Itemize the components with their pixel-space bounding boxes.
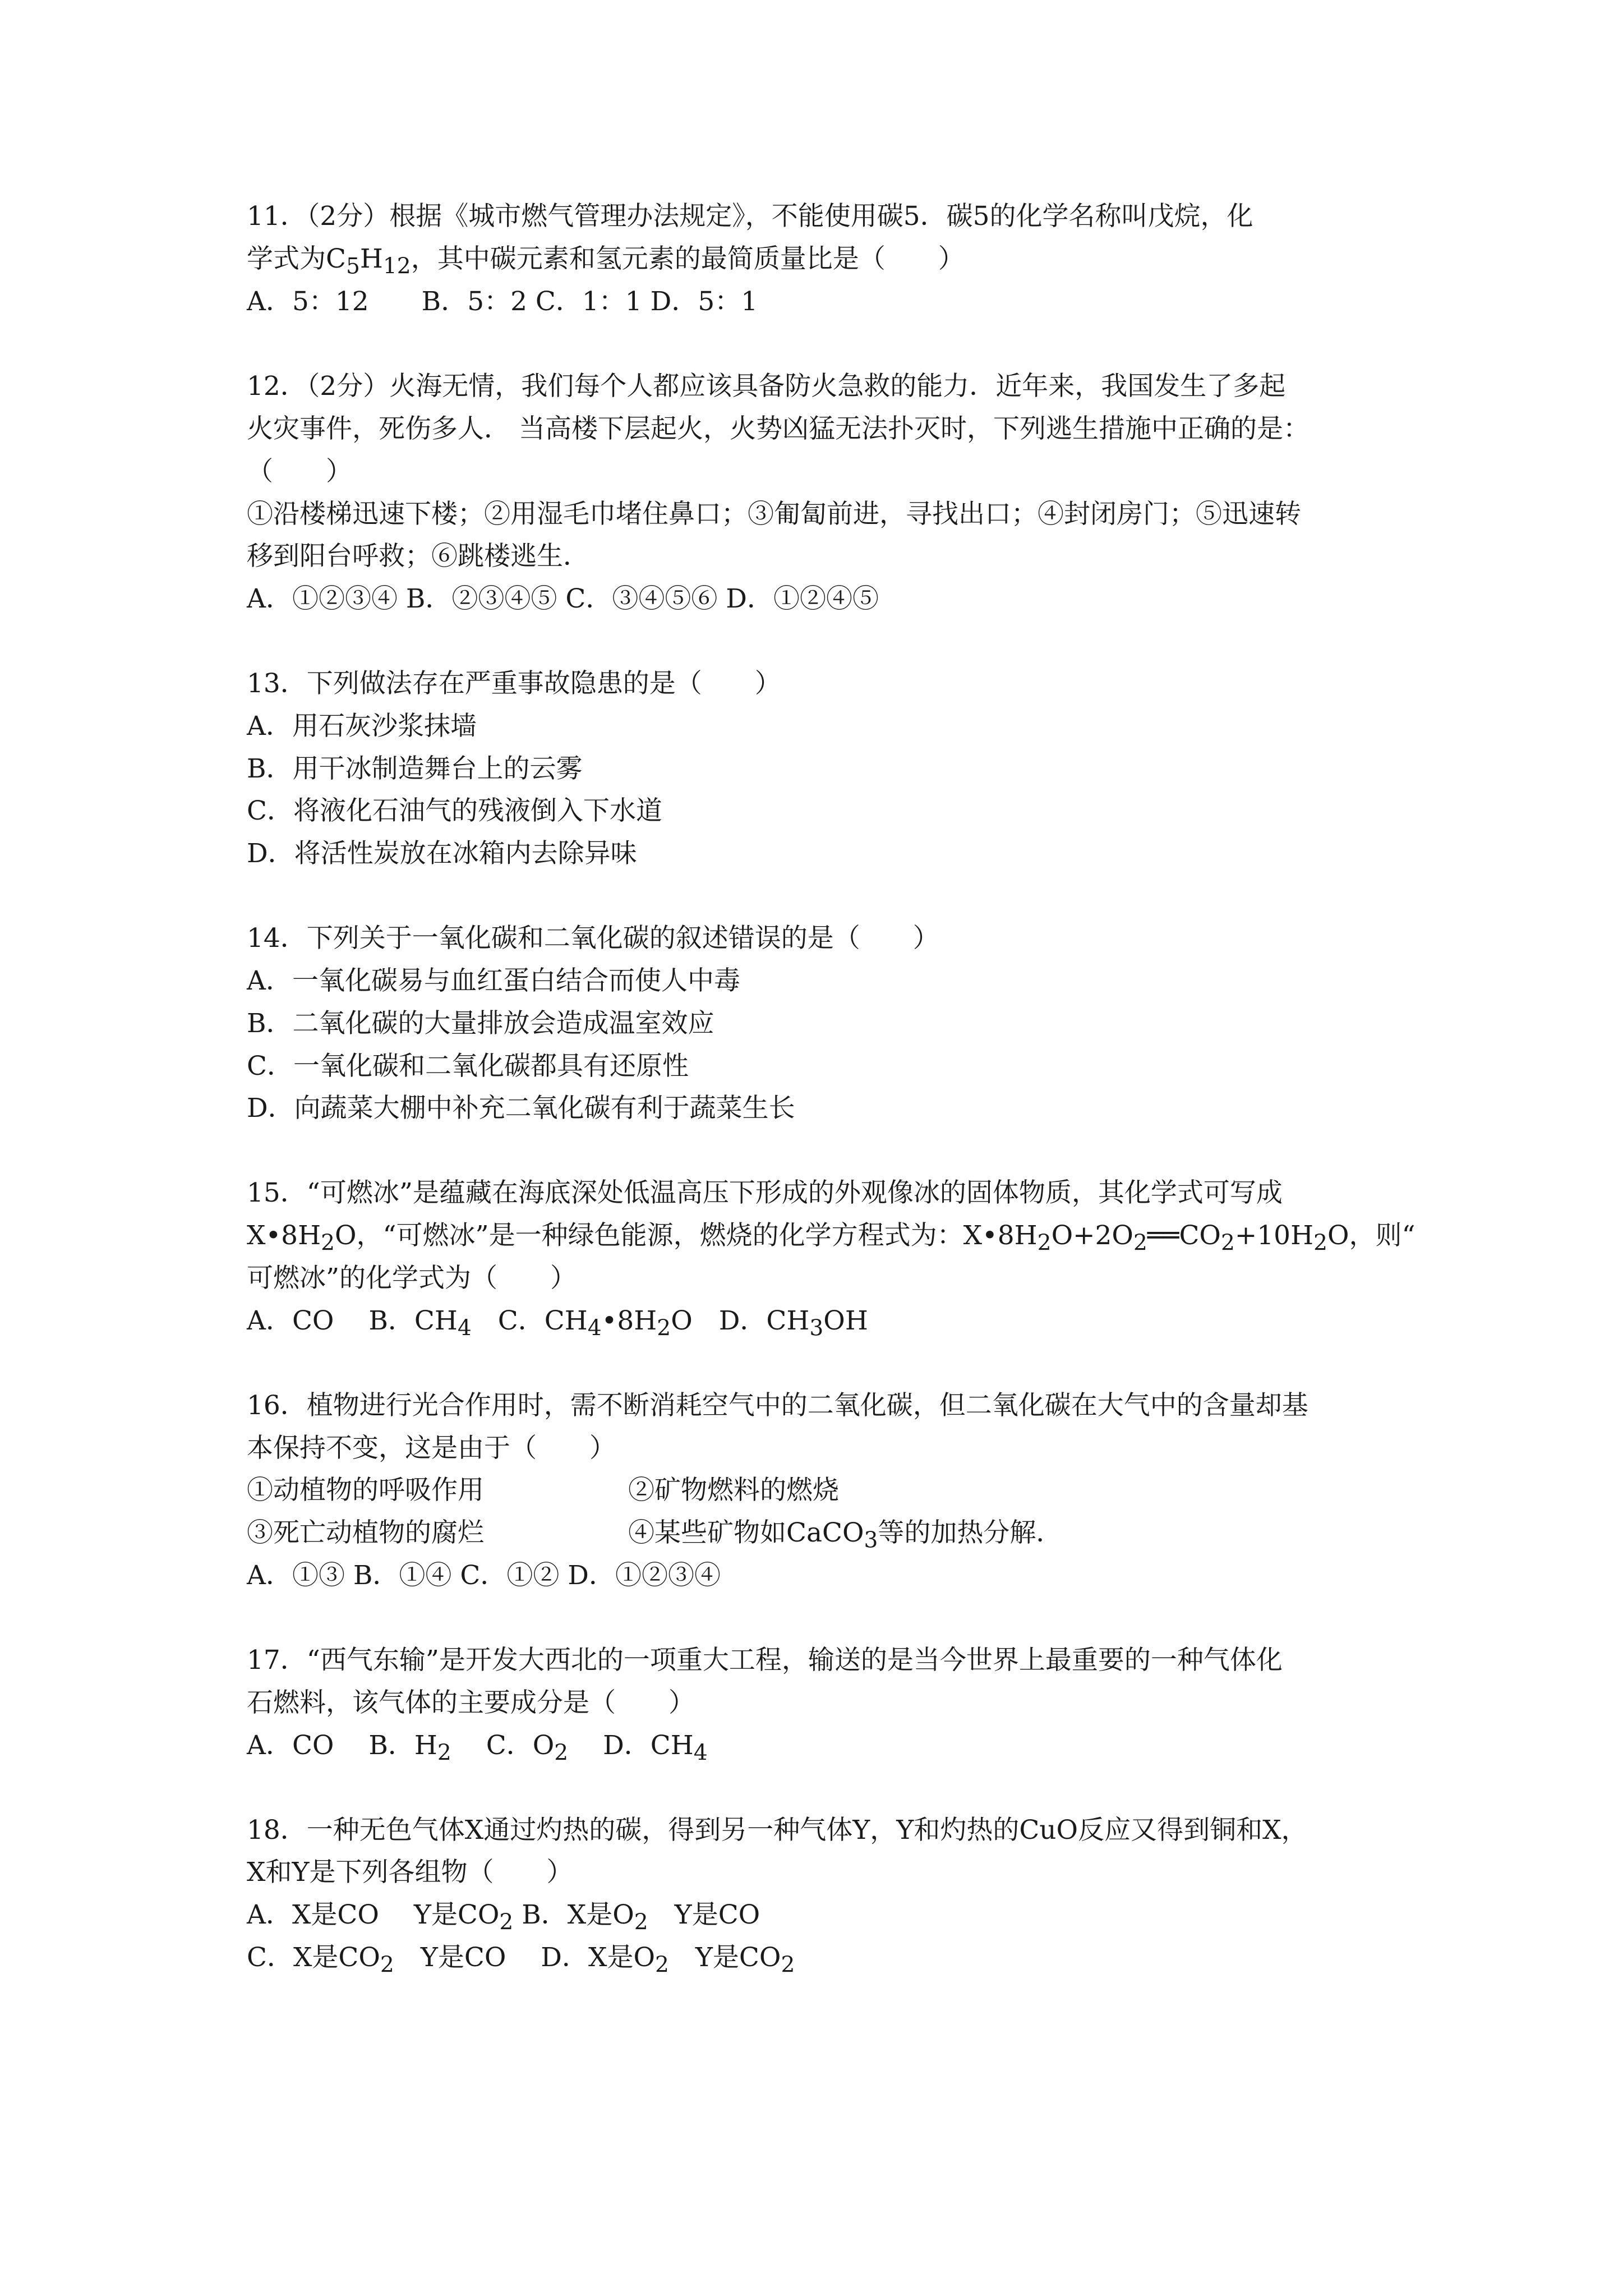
q14-option-d: D．向蔬菜大棚中补充二氧化碳有利于蔬菜生长: [247, 1093, 795, 1124]
q16-stem-line2: 本保持不变，这是由于（ ）: [247, 1433, 616, 1464]
text: OH: [823, 1305, 868, 1336]
q11-stem-line2: [247, 242, 1391, 279]
text: O，“可燃冰”是一种绿色能源，燃烧的化学方程式为：X•8H: [335, 1220, 1038, 1251]
q13-stem: 13．下列做法存在严重事故隐患的是（ ）: [247, 668, 781, 699]
subscript: 2: [499, 1910, 514, 1935]
text: ④某些矿物如CaCO: [628, 1517, 864, 1548]
text: ══CO: [1147, 1220, 1221, 1251]
subscript: 12: [382, 254, 411, 279]
q14-option-b: B．二氧化碳的大量排放会造成温室效应: [247, 1008, 714, 1039]
subscript: 2: [634, 1910, 648, 1935]
subscript: 5: [345, 254, 360, 279]
text: C．X是CO: [247, 1942, 380, 1973]
q13-option-d: D．将活性炭放在冰箱内去除异味: [247, 838, 637, 869]
subscript: 2: [1037, 1230, 1052, 1256]
text: B．X是O: [513, 1899, 634, 1930]
text: O+2O: [1051, 1220, 1133, 1251]
subscript: 2: [1313, 1230, 1327, 1256]
subscript: 2: [380, 1952, 394, 1978]
q14-option-a: A．一氧化碳易与血红蛋白结合而使人中毒: [247, 965, 740, 996]
q12-items-line1: ①沿楼梯迅速下楼；②用湿毛巾堵住鼻口；③匍匐前进，寻找出口；④封闭房门；⑤迅速转: [247, 499, 1301, 530]
text: Y是CO: [648, 1899, 760, 1930]
q11-options: A．5：12 B．5：2 C．1：1 D．5：1: [247, 286, 758, 317]
q18-stem-line2: X和Y是下列各组物（ ）: [247, 1857, 573, 1888]
q16-item-3: ③死亡动植物的腐烂: [247, 1517, 484, 1548]
q12-stem-line3: （ ）: [247, 456, 352, 487]
q18-options-row2: [247, 1941, 1391, 1978]
q16-item-1: ①动植物的呼吸作用: [247, 1475, 484, 1506]
q18-stem-line1: 18．一种无色气体X通过灼热的碳，得到另一种气体Y，Y和灼热的CuO反应又得到铜和X，: [247, 1815, 1308, 1846]
q15-stem-line1: 15．“可燃冰”是蕴藏在海底深处低温高压下形成的外观像冰的固体物质，其化学式可写成: [247, 1177, 1283, 1208]
subscript: 2: [554, 1740, 569, 1766]
q16-items-row1: [247, 1474, 1391, 1507]
text: Y是CO: [668, 1942, 781, 1973]
subscript: 2: [654, 1952, 669, 1978]
text: C．O: [451, 1730, 555, 1761]
q11-stem-line1: 11．（2分）根据《城市燃气管理办法规定》，不能使用碳5．碳5的化学名称叫戊烷，化: [247, 201, 1253, 232]
q16-items-row2: [247, 1516, 1391, 1553]
q17-options: [247, 1729, 1391, 1766]
q13-option-c: C．将液化石油气的残液倒入下水道: [247, 795, 662, 826]
subscript: 3: [809, 1315, 824, 1341]
subscript: 2: [1220, 1230, 1235, 1256]
q16-stem-line1: 16．植物进行光合作用时，需不断消耗空气中的二氧化碳，但二氧化碳在大气中的含量却基: [247, 1390, 1308, 1421]
text: Y是CO D．X是O: [394, 1942, 655, 1973]
q13-option-a: A．用石灰沙浆抹墙: [247, 711, 477, 742]
subscript: 2: [657, 1315, 671, 1341]
q18-options-row1: [247, 1898, 1391, 1935]
q16-item-2: ②矿物燃料的燃烧: [628, 1475, 839, 1506]
q17-stem-line1: 17．“西气东输”是开发大西北的一项重大工程，输送的是当今世界上最重要的一种气体化: [247, 1645, 1283, 1676]
text: O D．CH: [671, 1305, 810, 1336]
q15-stem-line3: 可燃冰”的化学式为（ ）: [247, 1263, 577, 1294]
subscript: 2: [1133, 1230, 1147, 1256]
text: 学式为C: [247, 243, 346, 274]
subscript: 3: [864, 1527, 878, 1553]
q12-stem-line1: 12．（2分）火海无情，我们每个人都应该具备防火急救的能力．近年来，我国发生了多起: [247, 371, 1286, 402]
q14-stem: 14．下列关于一氧化碳和二氧化碳的叙述错误的是（ ）: [247, 923, 939, 954]
text: A．CO B．CH: [247, 1305, 458, 1336]
subscript: 2: [781, 1952, 795, 1978]
q12-stem-line2: 火灾事件，死伤多人． 当高楼下层起火，火势凶猛无法扑灭时，下列逃生措施中正确的是：: [247, 413, 1310, 444]
subscript: 4: [457, 1315, 472, 1341]
subscript: 4: [693, 1740, 708, 1766]
text: ，其中碳元素和氢元素的最简质量比是（ ）: [411, 243, 965, 274]
text: H: [359, 243, 383, 274]
subscript: 2: [321, 1230, 335, 1256]
q12-items-line2: 移到阳台呼救；⑥跳楼逃生．: [247, 541, 589, 572]
q13-option-b: B．用干冰制造舞台上的云雾: [247, 753, 583, 784]
text: A．X是CO Y是CO: [247, 1899, 500, 1930]
text: +10H: [1234, 1220, 1314, 1251]
q12-options: A．①②③④ B．②③④⑤ C．③④⑤⑥ D．①②④⑤: [247, 583, 879, 614]
q14-option-c: C．一氧化碳和二氧化碳都具有还原性: [247, 1051, 689, 1082]
subscript: 4: [587, 1315, 602, 1341]
text: A．CO B．H: [247, 1730, 437, 1761]
text: C．CH: [471, 1305, 588, 1336]
text: D．CH: [568, 1730, 694, 1761]
q17-stem-line2: 石燃料，该气体的主要成分是（ ）: [247, 1687, 695, 1718]
text: 等的加热分解．: [878, 1517, 1063, 1548]
q15-options: [247, 1304, 1391, 1341]
q16-options: A．①③ B．①④ C．①② D．①②③④: [247, 1560, 721, 1591]
text: •8H: [601, 1305, 657, 1336]
subscript: 2: [437, 1740, 451, 1766]
text: O，则“: [1327, 1220, 1415, 1251]
q15-stem-line2: [247, 1219, 1415, 1256]
text: X•8H: [247, 1220, 321, 1251]
